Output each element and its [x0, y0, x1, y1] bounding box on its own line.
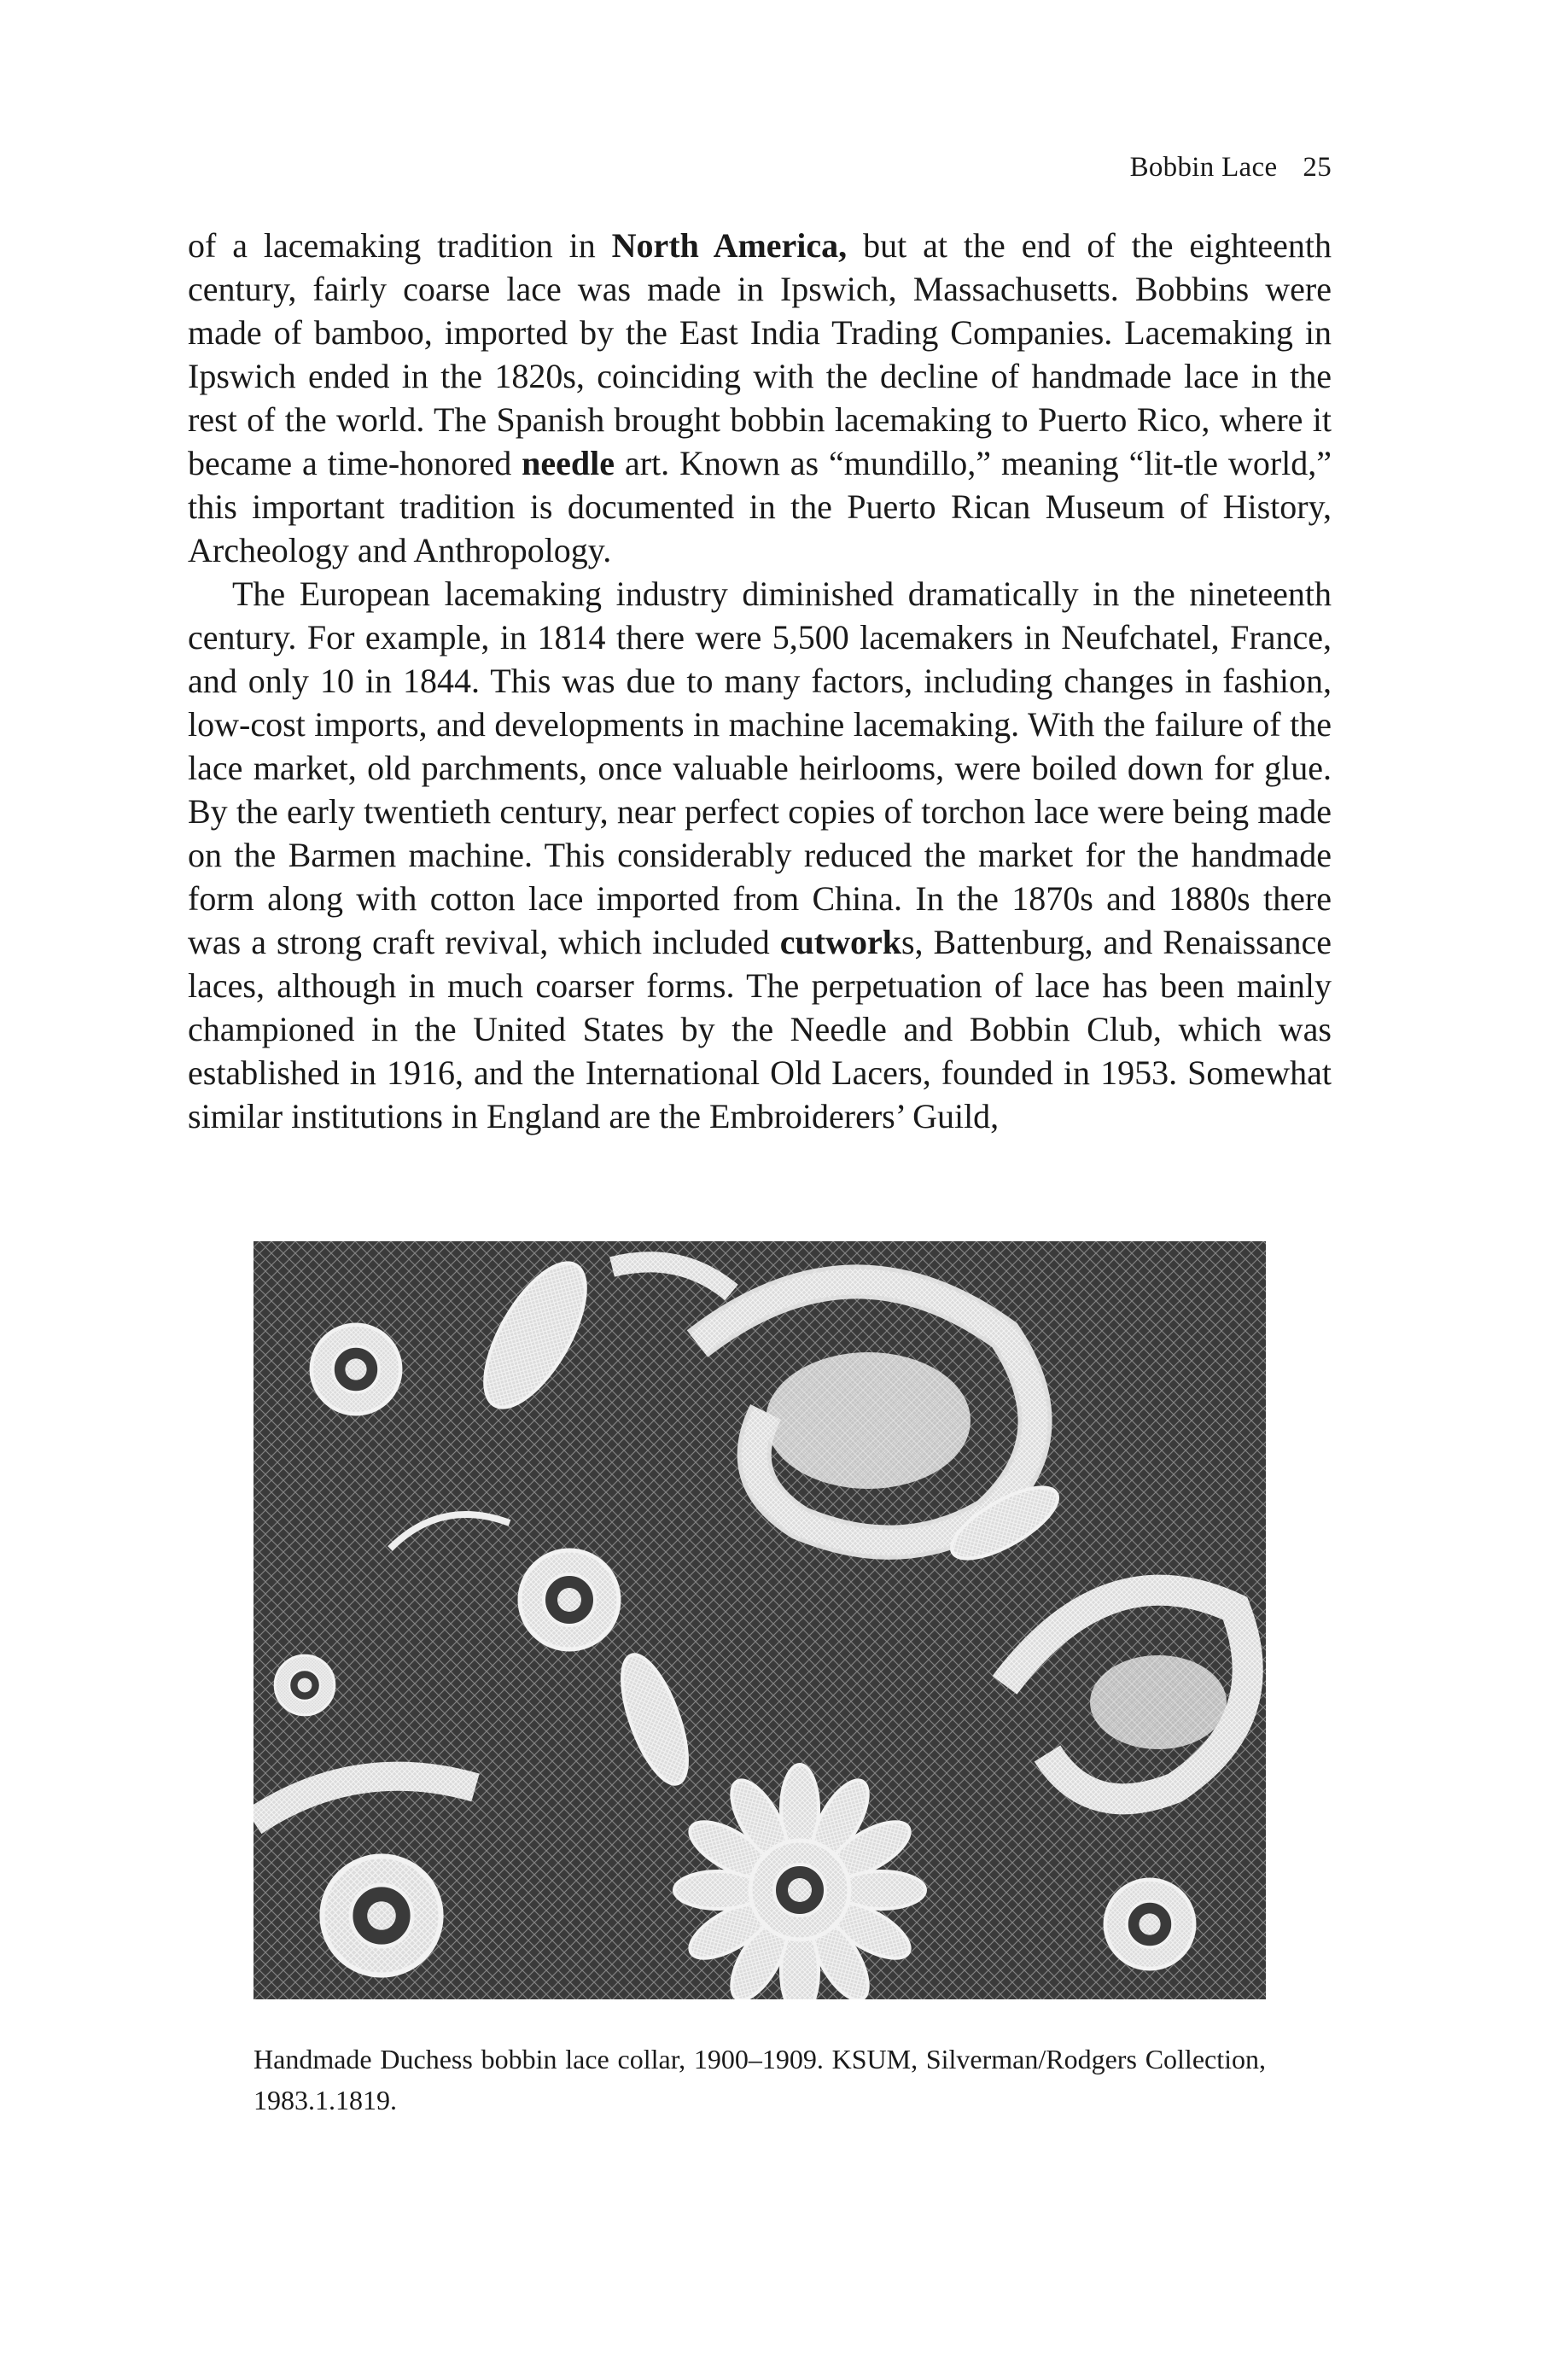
- bold-term: North America,: [611, 226, 848, 265]
- running-head: [188, 152, 1332, 184]
- page-number: 25: [1303, 152, 1332, 183]
- body-text: [188, 224, 1332, 1138]
- running-title: Bobbin Lace: [1129, 152, 1278, 183]
- lace-illustration: [254, 1241, 1266, 1999]
- text-run: art. Known as “mundillo,” meaning “lit-tle world,” this important tradition is documented in the Puerto Rican Museum of History, Archeology and Anthropology.: [188, 444, 1332, 569]
- text-run: of a lacemaking tradition in: [188, 226, 612, 265]
- figure-caption: Handmade Duchess bobbin lace collar, 1900–1909. KSUM, Silverman/Rodgers Collection, 1983.1.1819.: [254, 2044, 1266, 2115]
- lace-photograph: [254, 1241, 1266, 1999]
- bold-term: needle: [522, 444, 615, 482]
- text-run: s, Battenburg, and Renaissance laces, although in much coarser forms. The perpetuation of lace has been mainly championed in the United States by the Needle and Bobbin Club, which was established in 1916, and the International Old Lacers, founded in 1953. Somewhat similar institutions in England are the Embroiderers’ Guild,: [188, 923, 1332, 1135]
- text-run: The European lacemaking industry diminished dramatically in the nineteenth century. For example, in 1814 there were 5,500 lacemakers in Neufchatel, France, and only 10 in 1844. This was due to many factors, including changes in fashion, low-cost imports, and developments in machine lacemaking. With the failure of the lace market, old parchments, once valuable heirlooms, were boiled down for glue. By the early twentieth century, near perfect copies of torchon lace were being made on the Barmen machine. This considerably reduced the market for the handmade form along with cotton lace imported from China. In the 1870s and 1880s there was a strong craft revival, which included: [188, 575, 1332, 961]
- paragraph: [188, 572, 1332, 1138]
- text-run: but at the end of the eighteenth century, fairly coarse lace was made in Ipswich, Massachusetts. Bobbins were made of bamboo, imported by the East India Trading Companies. Lacemaking in Ipswich ended in the 1820s, coinciding with the decline of handmade lace in the rest of the world. The Spanish brought bobbin lacemaking to Puerto Rico, where it became a time-honored: [188, 226, 1332, 482]
- bold-term: cutwork: [779, 923, 901, 961]
- paragraph: [188, 224, 1332, 572]
